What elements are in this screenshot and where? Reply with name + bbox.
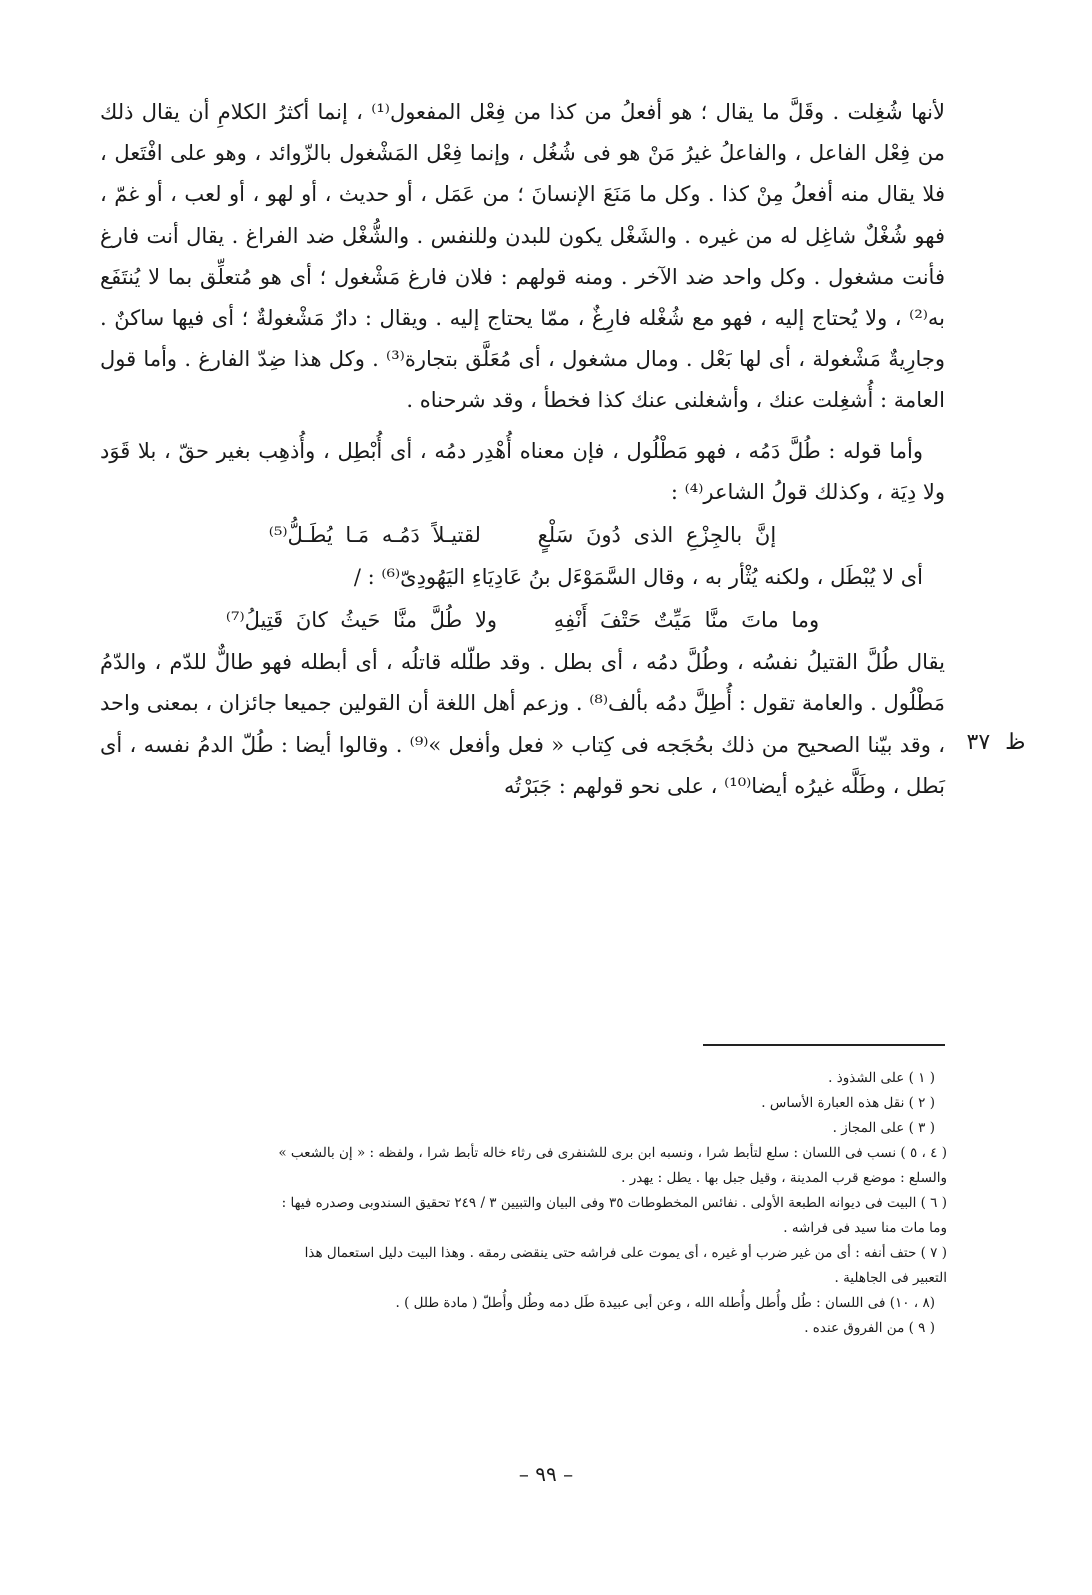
folio-number: ٣٧ <box>966 730 991 755</box>
footnote: ( ٧ ) حتف أنفه : أى من غير ضرب أو غيره ، أى يموت على فراشه حتى ينقضى رمقه . وهذا البيت دليل استعمال هذا <box>304 1245 947 1261</box>
footnote-continuation: التعبير فى الجاهلية . <box>834 1270 947 1286</box>
paragraph-2: وأما قوله : طُلَّ دَمُه ، فهو مَطْلُول ، فإن معناه أُهْدِر دمُه ، أى أُبْطِل ، وأُذهِب بغير حقّ ، بلا قَوَد ولا دِيَة ، وكذلك قولُ الشاعر⁽⁴⁾ : <box>100 438 945 504</box>
footnote: ( ٢ ) نقل هذه العبارة الأساس . <box>761 1095 935 1111</box>
paragraph-4: يقال طُلَّ القتيلُ نفسُه ، وطُلَّ دمُه ، أى بطل . وقد طلّله قاتلُه ، أى أبطله فهو طالٌّ للدّم ، والدّمُ مَطْلُول . والعامة تقول : أُطِلَّ دمُه بألف⁽⁸⁾ . وزعم أهل اللغة أن القولين جميعا جائزان ، بمعنى واحد ، وقد بيّنا الصحيح من ذلك بحُجَجه فى كِتاب « فعل وأفعل »⁽⁹⁾ . وقالوا أيضا : طُلّ الدمُ نفسه ، أى بَطل ، وطَلَّه غيرُه أيضا⁽¹⁰⁾ ، على نحو قولهم : جَبَرْتُه <box>100 650 945 798</box>
footnote-continuation: وما مات منا سيد فى فراشه . <box>783 1220 947 1236</box>
paragraph-3: أى لا يُبْطَل ، ولكنه يُثْأر به ، وقال السَّمَوْءَل بنُ عَادِيَاءِ اليَهُودِىّ⁽⁶⁾ : / <box>353 565 923 590</box>
manuscript-folio-note <box>960 730 1032 755</box>
footnote: ( ٩ ) من الفروق عنده . <box>804 1320 935 1336</box>
footnote: ( ١ ) على الشذوذ . <box>828 1070 935 1086</box>
footnote: ( ٦ ) البيت فى ديوانه الطبعة الأولى . نفائس المخطوطات ٣٥ وفى البيان والتبيين ٣ / ٢٤٩ تحقيق السندوبى وصدره فيها : <box>281 1195 947 1211</box>
footnote: ( ٣ ) على المجاز . <box>832 1120 935 1136</box>
folio-side: ظ <box>1005 730 1026 755</box>
footnote: (٨ ، ١٠) فى اللسان : طُل وأُطل وأُطله الله ، وعن أبى عبيدة طَل دمه وطُل وأُطلّ ( مادة طلل ) . <box>395 1295 935 1311</box>
verse-1-first-hemistich: إنَّ بالجِزْعِ الذى دُونَ سَلْعٍ <box>537 523 777 548</box>
verse-2-second-hemistich: ولا طُلَّ منَّا حَيثُ كانَ قَتِيلُ⁽⁷⁾ <box>225 608 498 633</box>
footnote-continuation: والسلع : موضع قرب المدينة ، وقيل جبل بها . يطل : يهدر . <box>621 1170 947 1186</box>
paragraph-1: لأنها شُغِلت . وقَلَّ ما يقال ؛ هو أفعلُ من كذا من فِعْل المفعول⁽¹⁾ ، إنما أكثرُ الكلامِ أن يقال ذلك من فِعْل الفاعل ، والفاعلُ غيرُ مَنْ هو فى شُغُل ، وإنما فِعْل المَشْغول بالزّوائد ، وهو على افْتَعل ، فلا يقال منه أفعلُ مِنْ كذا . وكل ما مَنَعَ الإنسانَ ؛ من عَمَل ، أو حديث ، أو لهو ، أو لعب ، أو غمّ ، فهو شُغْلٌ شاغِل له من غيره . والشَغْل يكون للبدن وللنفس . والشُّغْل ضد الفراغ . يقال أنت فارغ فأنت مشغول . وكل واحد ضد الآخر . ومنه قولهم : فلان فارغ مَشْغول ؛ أى هو مُتعلِّق بما لا يُنتَفَع به⁽²⁾ ، ولا يُحتاج إليه ، فهو مع شُغْله فارِغٌ ، ممّا يحتاج إليه . ويقال : دارٌ مَشْغولةٌ ؛ أى فيها ساكنٌ . وجارِيةٌ مَشْغولة ، أى لها بَعْل . ومال مشغول ، أى مُعَلَّق بتجارة⁽³⁾ . وكل هذا ضِدّ الفارغ . وأما قول العامة : أُشغِلت عنك ، وأشغلنى عنك كذا فخطأ ، وقد شرحناه . <box>100 100 946 413</box>
footnotes <box>112 1066 947 1341</box>
verse-1-second-hemistich: لقتيـلاً دَمُـه مَـا يُطَـلُّ⁽⁵⁾ <box>268 523 481 548</box>
page-number: – ٩٩ – <box>518 1462 574 1486</box>
footnote-separator <box>703 1044 945 1046</box>
verse-1 <box>100 513 945 557</box>
verse-2-first-hemistich: وما ماتَ منَّا مَيِّتٌ حَتْفَ أَنْفِهِ <box>553 608 820 633</box>
footnote: ( ٤ ، ٥ ) نسب فى اللسان : سلع لتأبط شرا ، ونسبه ابن برى للشنفرى فى رثاء خاله تأبط شرا ، ولفظه : « إن بالشعب » <box>278 1145 947 1161</box>
verse-2 <box>100 598 945 642</box>
main-text <box>100 92 945 807</box>
